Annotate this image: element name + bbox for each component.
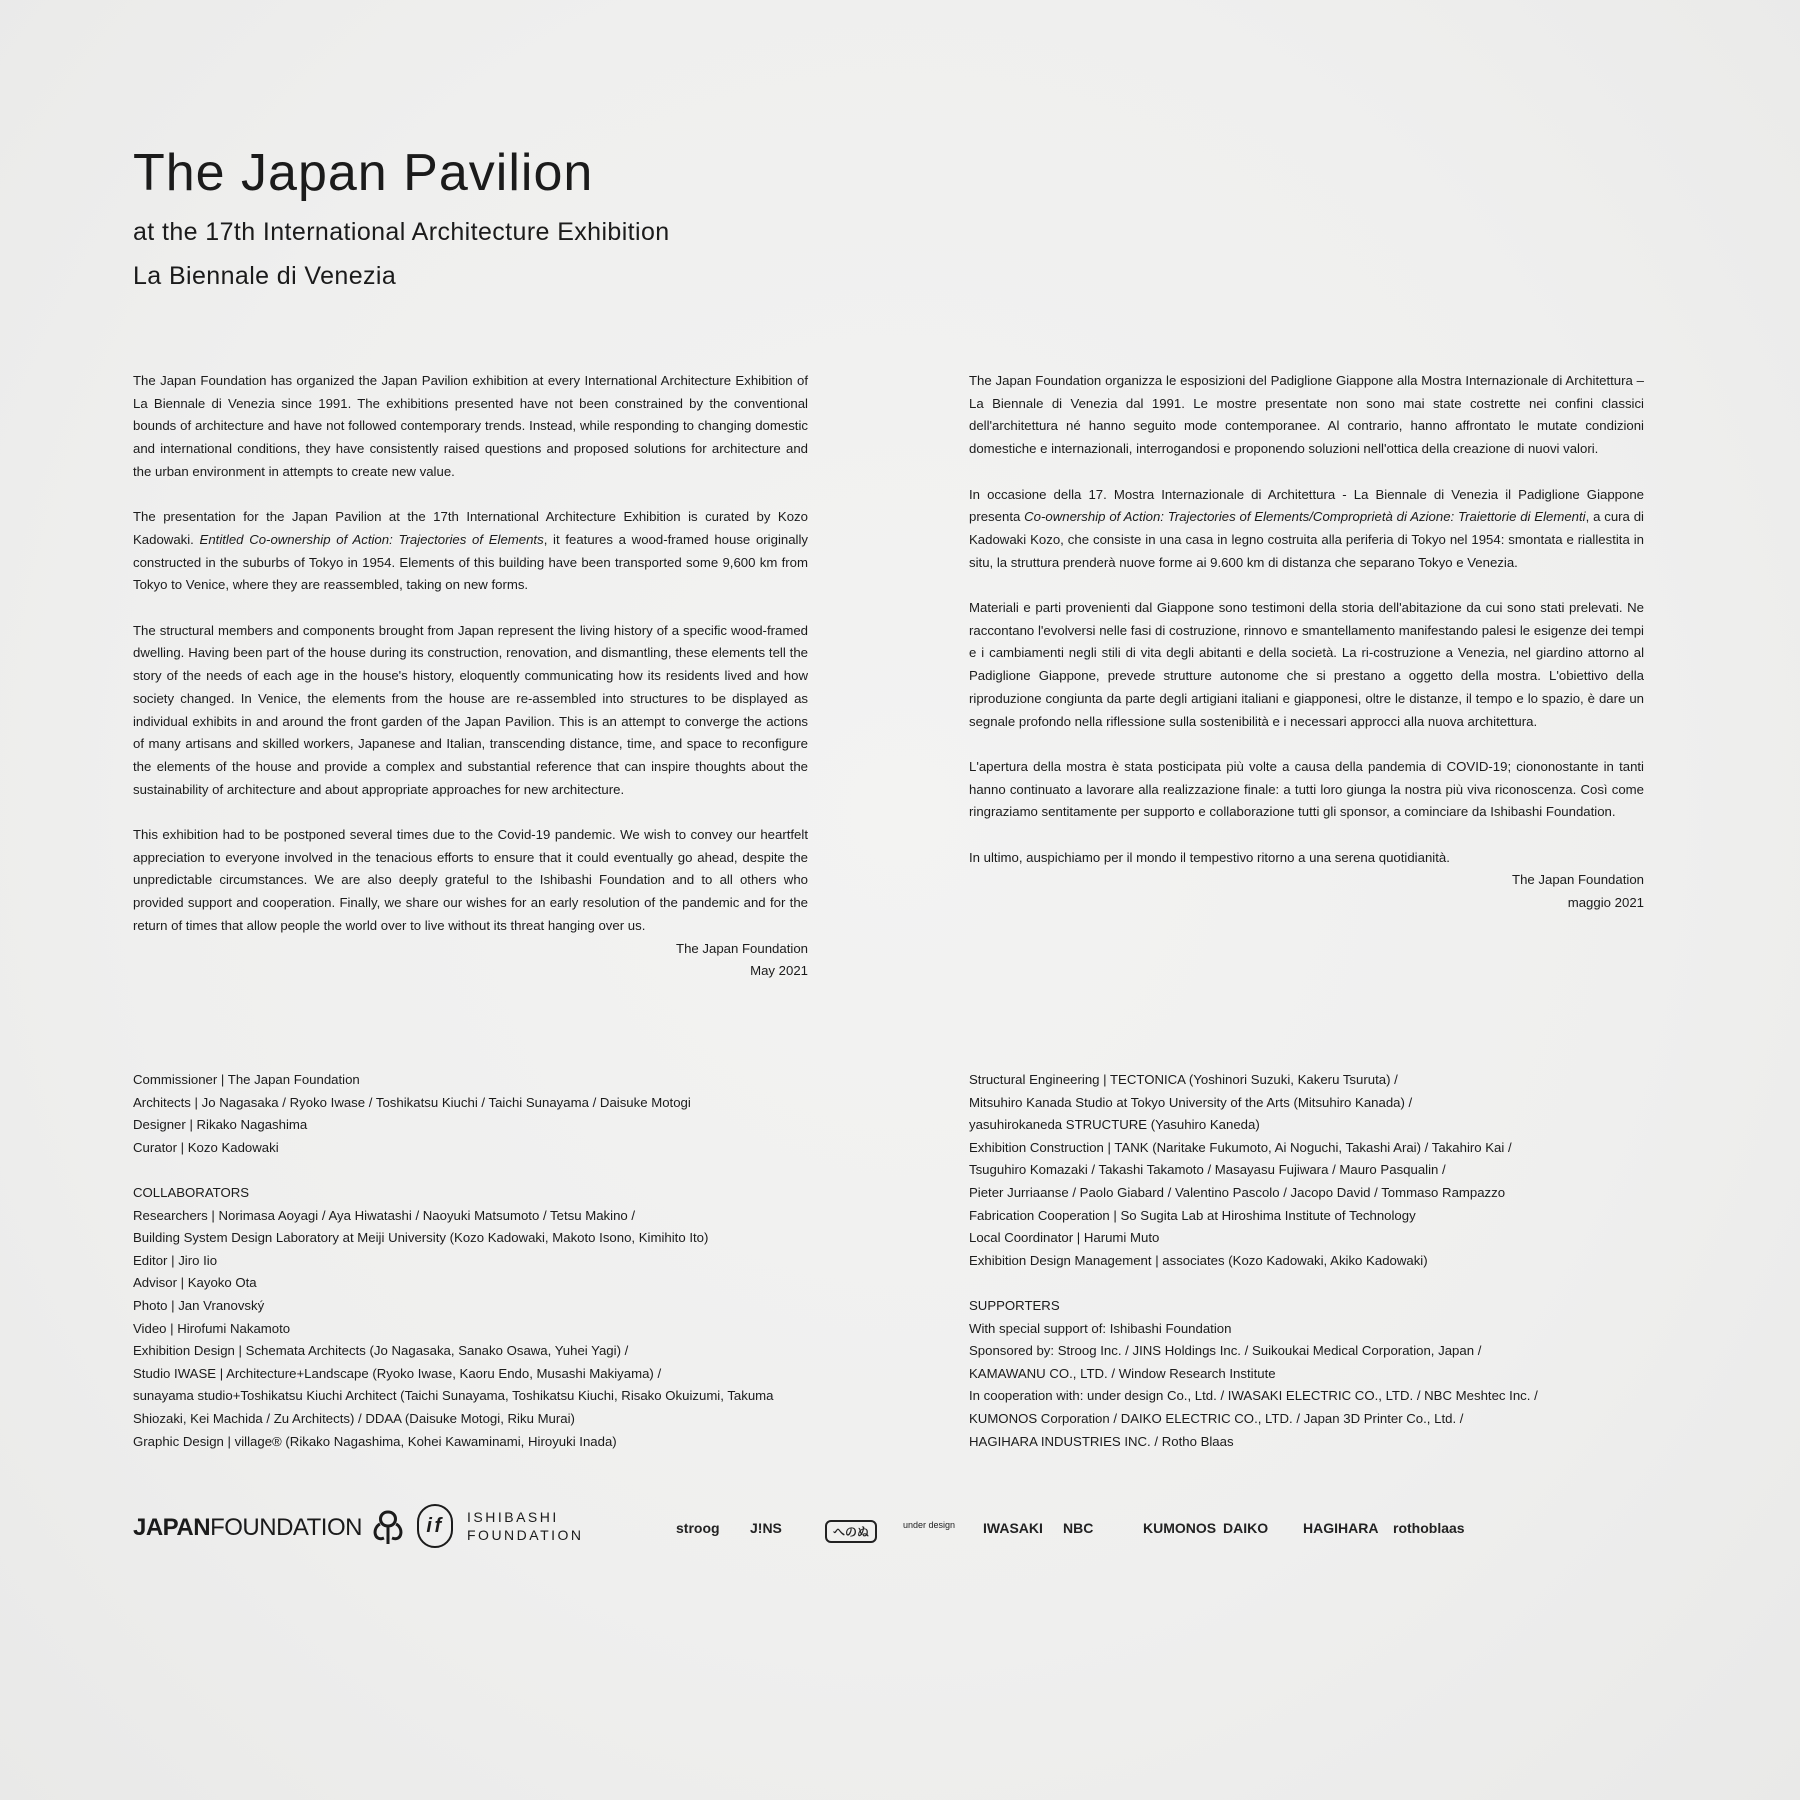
credit-line: Graphic Design | village® (Rikako Nagashima, Kohei Kawaminami, Hiroyuki Inada) [133,1433,617,1449]
spacer [969,1272,1659,1295]
logo-text: FOUNDATION [210,1514,362,1541]
subtitle-biennale: La Biennale di Venezia [133,262,397,290]
sponsor-logo: IWASAKI [983,1520,1043,1536]
page-title: The Japan Pavilion [133,144,594,202]
credit-line: COLLABORATORS [133,1184,250,1200]
sponsor-logo: KUMONOS [1143,1520,1217,1536]
credit-line: Exhibition Construction | TANK (Naritake Fukumoto, Ai Noguchi, Takashi Arai) / Takahiro Kai / [969,1139,1512,1155]
italic-title: Entitled Co-ownership of Action: Trajectories of Elements [199,531,544,547]
japan-foundation-mark-icon [368,1508,408,1548]
credit-line: Architects | Jo Nagasaka / Ryoko Iwase / Toshikatsu Kiuchi / Taichi Sunayama / Daisuke Motogi [133,1094,691,1110]
paragraph [133,506,808,597]
logo-text: ISHIBASHI [467,1509,559,1525]
credit-line: Exhibition Design Management | associates (Kozo Kadowaki, Akiko Kadowaki) [969,1252,1428,1268]
english-text-column [133,370,808,983]
credit-line: Shiozaki, Kei Machida / Zu Architects) / DDAA (Daisuke Motogi, Riku Murai) [133,1410,575,1426]
credits-left [133,1069,823,1453]
credit-line: Curator | Kozo Kadowaki [133,1139,279,1155]
logo-text: FOUNDATION [467,1527,584,1543]
paragraph: The Japan Foundation has organized the Japan Pavilion exhibition at every International Architecture Exhibition of La Biennale di Venezia since 1991. The exhibitions presented have not been constrained by the conventional bounds of architecture and have not followed contemporary trends. Instead, while responding to changing domestic and international conditions, they have consistently raised questions and proposed solutions for architecture and the urban environment in attempts to create new value. [133,373,808,479]
credit-line: With special support of: Ishibashi Foundation [969,1320,1232,1336]
sponsor-logo: stroog [676,1520,720,1536]
paragraph: In ultimo, auspichiamo per il mondo il tempestivo ritorno a una serena quotidianità. [969,849,1450,865]
header [133,142,670,298]
credit-line: Local Coordinator | Harumi Muto [969,1230,1160,1246]
text: , a cura di Kadowaki Kozo, che consiste in una casa in legno costruita alla periferia di Tokyo nel 1954: smontata e riallestita in situ, la struttura prenderà nuove forme ai 9.600 km di distanza che separano Tokyo e Venezia. [969,509,1644,570]
signature [969,869,1644,914]
text: In occasione della 17. Mostra Internazionale di Architettura - La Biennale di Venezia il Padiglione Giappone presenta [969,486,1644,525]
credit-line: Mitsuhiro Kanada Studio at Tokyo University of the Arts (Mitsuhiro Kanada) / [969,1094,1413,1110]
sponsor-logo: rothoblaas [1393,1520,1465,1536]
credit-line: Designer | Rikako Nagashima [133,1117,308,1133]
signature-date: May 2021 [750,963,808,979]
sponsor-logo: J!NS [750,1520,782,1536]
credit-line: Commissioner | The Japan Foundation [133,1072,360,1087]
credit-line: Building System Design Laboratory at Meiji University (Kozo Kadowaki, Makoto Isono, Kimihito Ito) [133,1230,709,1246]
credit-line: Sponsored by: Stroog Inc. / JINS Holdings Inc. / Suikoukai Medical Corporation, Japan / [969,1343,1482,1359]
signature-org: The Japan Foundation [1512,872,1644,888]
paragraph: L'apertura della mostra è stata posticipata più volte a causa della pandemia di COVID-19; ciononostante in tanti hanno continuato a lavorare alla realizzazione finale: a tutti loro giunga la nostra più viva riconoscenza. Così come ringraziamo sentitamente per supporto e collaborazione tutti gli sponsor, a cominciare da Ishibashi Foundation. [969,758,1644,820]
paragraph: This exhibition had to be postponed several times due to the Covid-19 pandemic. We wish to convey our heartfelt appreciation to everyone involved in the tenacious efforts to ensure that it could eventually go ahead, despite the unpredictable circumstances. We are also deeply grateful to the Ishibashi Foundation and to all others who provided support and cooperation. Finally, we share our wishes for an early resolution of the pandemic and for the return of times that allow people the world over to live without its threat hanging over us. [133,827,808,933]
credit-line: Studio IWASE | Architecture+Landscape (Ryoko Iwase, Kaoru Endo, Musashi Makiyama) / [133,1365,662,1381]
signature [133,938,808,983]
ishibashi-mark-icon: if [417,1504,453,1548]
credit-line: Photo | Jan Vranovský [133,1297,265,1313]
subtitle-exhibition: at the 17th International Architecture Exhibition [133,218,670,246]
credit-line: HAGIHARA INDUSTRIES INC. / Rotho Blaas [969,1433,1234,1449]
signature-date: maggio 2021 [1567,895,1644,911]
credit-line: Video | Hirofumi Nakamoto [133,1320,291,1336]
credit-line: Advisor | Kayoko Ota [133,1275,257,1291]
credit-line: Editor | Jiro Iio [133,1252,218,1268]
sponsor-logo: under design [903,1520,956,1530]
spacer [133,1159,823,1182]
text: The presentation for the Japan Pavilion at the 17th International Architecture Exhibition is curated by Kozo Kadowaki. [133,509,808,547]
credit-line: Fabrication Cooperation | So Sugita Lab at Hiroshima Institute of Technology [969,1207,1416,1223]
credit-line: Exhibition Design | Schemata Architects (Jo Nagasaka, Sanako Osawa, Yuhei Yagi) / [133,1343,629,1359]
logo-text: JAPAN [133,1514,211,1541]
ishibashi-foundation-logo [417,1504,584,1548]
paragraph: The Japan Foundation organizza le esposizioni del Padiglione Giappone alla Mostra Internazionale di Architettura – La Biennale di Venezia dal 1991. Le mostre presentate non sono mai state costrette nei confini classici dell'architettura né hanno seguito mode contemporanee. Al contrario, hanno affrontato le mutate condizioni domestiche e internazionali, interrogandosi e proponendo soluzioni nell'ottica della creazione di nuovi valori. [969,373,1644,457]
credit-line: sunayama studio+Toshikatsu Kiuchi Architect (Taichi Sunayama, Toshikatsu Kiuchi, Risako Okuizumi, Takuma [133,1388,774,1404]
credit-line: Tsuguhiro Komazaki / Takashi Takamoto / Masayasu Fujiwara / Mauro Pasqualin / [969,1162,1446,1178]
italian-text-column [969,370,1644,915]
logo-strip [133,1500,1653,1570]
paragraph [969,484,1644,575]
japan-foundation-logo [133,1508,408,1548]
sponsor-logo: HAGIHARA [1303,1520,1379,1536]
signature-org: The Japan Foundation [676,940,808,956]
credit-line: Structural Engineering | TECTONICA (Yoshinori Suzuki, Kakeru Tsuruta) / [969,1072,1398,1087]
credit-line: Pieter Jurriaanse / Paolo Giabard / Valentino Pascolo / Jacopo David / Tommaso Rampazzo [969,1184,1506,1200]
credit-line: yasuhirokaneda STRUCTURE (Yasuhiro Kaneda) [969,1117,1260,1133]
credit-line: In cooperation with: under design Co., Ltd. / IWASAKI ELECTRIC CO., LTD. / NBC Meshtec Inc. / [969,1388,1538,1404]
credit-line: KUMONOS Corporation / DAIKO ELECTRIC CO., LTD. / Japan 3D Printer Co., Ltd. / [969,1410,1464,1426]
credit-line: KAMAWANU CO., LTD. / Window Research Institute [969,1365,1276,1381]
paragraph: Materiali e parti provenienti dal Giappone sono testimoni della storia dell'abitazione da cui sono stati prelevati. Ne raccontano l'evolversi nelle fasi di costruzione, rinnovo e smantellamento manifestando palesi le esigenze dei tempi e i cambiamenti negli stili di vita degli abitanti e della società. La ri-costruzione a Venezia, nel giardino attorno al Padiglione Giappone, prevede strutture autonome che si prestano a oggetto della mostra. L'obiettivo della riproduzione congiunta da parte degli artigiani italiani e giapponesi, oltre le distanze, il tempo e lo spazio, è dare un segnale profondo nella riflessione sulla sostenibilità e i necessari approcci alla nuova architettura. [969,600,1644,729]
credit-line: Researchers | Norimasa Aoyagi / Aya Hiwatashi / Naoyuki Matsumoto / Tetsu Makino / [133,1207,636,1223]
credit-line: SUPPORTERS [969,1297,1060,1313]
sponsor-logo: へのぬ [825,1520,877,1543]
sponsor-logo: DAIKO [1223,1520,1269,1536]
credits-right [969,1069,1659,1453]
text: , it features a wood-framed house originally constructed in the suburbs of Tokyo in 1954. Elements of this building have been transported some 9,600 km from Tokyo to Venice, where they are reassembled, taking on new forms. [133,531,808,593]
sponsor-logo: NBC [1063,1520,1094,1536]
italic-title: Co-ownership of Action: Trajectories of Elements/Comproprietà di Azione: Traiettorie di Elementi [1024,509,1586,525]
paragraph: The structural members and components brought from Japan represent the living history of a specific wood-framed dwelling. Having been part of the house during its construction, renovation, and dismantling, these elements tell the story of the needs of each age in the house's history, eloquently communicating how its residents lived and how society changed. In Venice, the elements from the house are re-assembled into structures to be displayed as individual exhibits in and around the front garden of the Japan Pavilion. This is an attempt to converge the actions of many artisans and skilled workers, Japanese and Italian, transcending distance, time, and space to reconfigure the elements of the house and provide a complex and substantial reference that can inspire thoughts about the sustainability of architecture and about appropriate approaches for new architecture. [133,622,808,797]
